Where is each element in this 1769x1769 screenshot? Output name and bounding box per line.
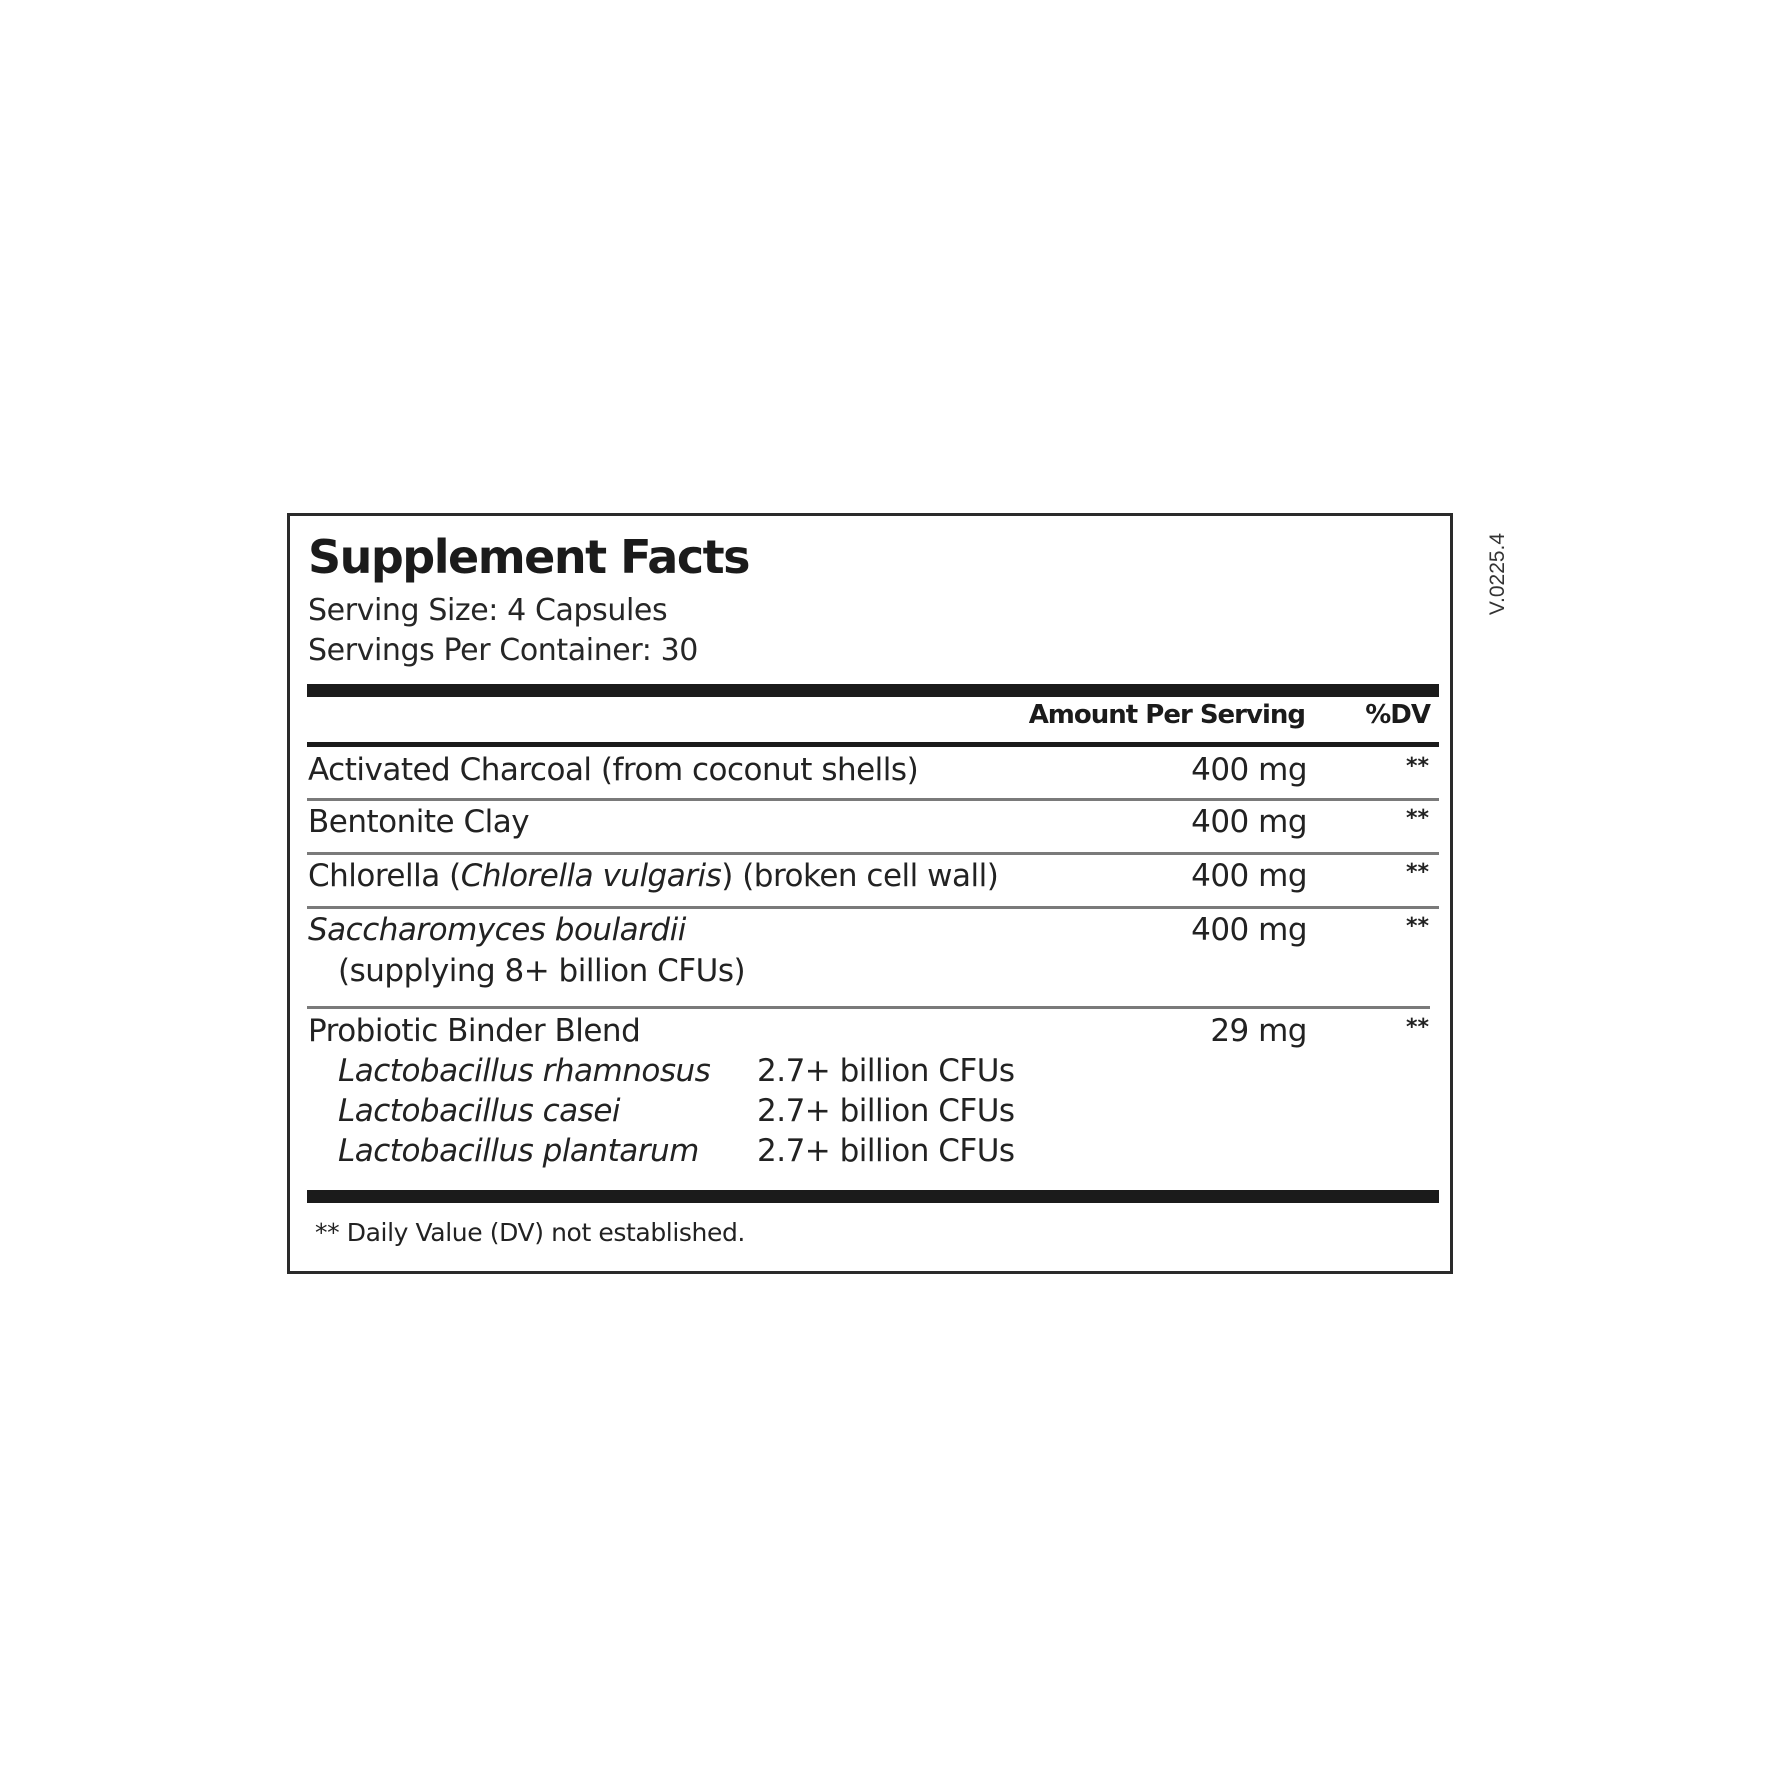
- blend-component-name: Lactobacillus casei: [338, 1093, 621, 1129]
- footnote: ** Daily Value (DV) not established.: [315, 1218, 745, 1247]
- row-divider: [307, 906, 1439, 909]
- row-divider: [307, 1006, 1430, 1009]
- serving-size: Serving Size: 4 Capsules: [308, 593, 668, 628]
- row-divider: [307, 852, 1439, 855]
- row-chlorella-dv: **: [1405, 860, 1429, 885]
- row-chlorella-amount: 400 mg: [1191, 858, 1307, 894]
- thick-divider-bottom: [307, 1190, 1439, 1203]
- row-saccharomyces-dv: **: [1405, 914, 1429, 939]
- row-bentonite-clay-amount: 400 mg: [1191, 804, 1307, 840]
- blend-component-amount: 2.7+ billion CFUs: [757, 1053, 1015, 1089]
- supplement-facts-panel: [287, 513, 1453, 1274]
- row-saccharomyces-name: Saccharomyces boulardii: [308, 912, 686, 948]
- row-activated-charcoal-amount: 400 mg: [1191, 752, 1307, 788]
- daily-value-header: %DV: [1365, 700, 1430, 730]
- servings-per-container: Servings Per Container: 30: [308, 633, 698, 668]
- panel-title: Supplement Facts: [308, 530, 749, 584]
- row-bentonite-clay-dv: **: [1405, 806, 1429, 831]
- amount-per-serving-header: Amount Per Serving: [1028, 700, 1305, 730]
- blend-component-amount: 2.7+ billion CFUs: [757, 1133, 1015, 1169]
- thick-divider-top: [307, 684, 1439, 697]
- blend-component-name: Lactobacillus rhamnosus: [338, 1053, 711, 1089]
- row-probiotic-blend-name: Probiotic Binder Blend: [308, 1013, 641, 1049]
- version-code: V.0225.4: [1486, 532, 1509, 616]
- row-saccharomyces-subtext: (supplying 8+ billion CFUs): [338, 953, 746, 989]
- row-divider: [307, 798, 1439, 801]
- row-probiotic-blend-amount: 29 mg: [1210, 1013, 1307, 1049]
- blend-component-name: Lactobacillus plantarum: [338, 1133, 699, 1169]
- header-divider: [307, 742, 1439, 747]
- row-saccharomyces-amount: 400 mg: [1191, 912, 1307, 948]
- blend-component-amount: 2.7+ billion CFUs: [757, 1093, 1015, 1129]
- row-chlorella-name: Chlorella (Chlorella vulgaris) (broken cell wall): [308, 858, 999, 894]
- row-probiotic-blend-dv: **: [1405, 1015, 1429, 1040]
- row-activated-charcoal-dv: **: [1405, 754, 1429, 779]
- row-activated-charcoal-name: Activated Charcoal (from coconut shells): [308, 752, 919, 788]
- row-bentonite-clay-name: Bentonite Clay: [308, 804, 530, 840]
